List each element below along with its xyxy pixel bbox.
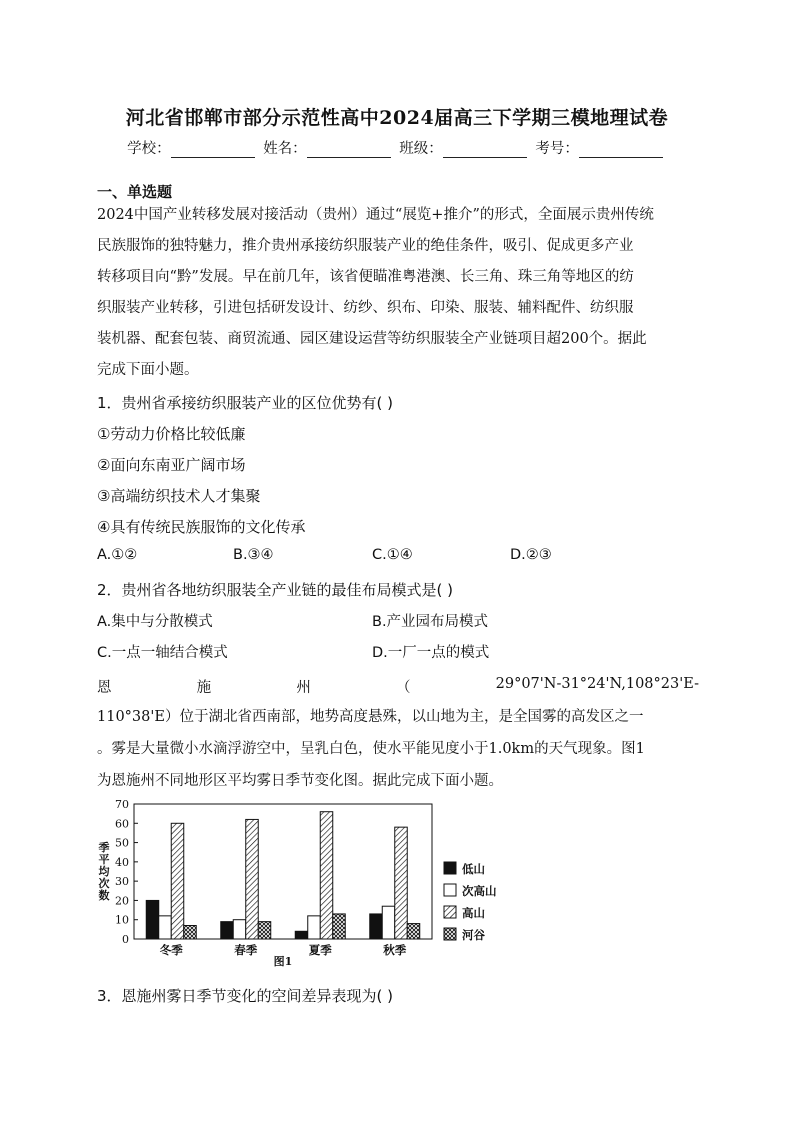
bar-低山 bbox=[221, 922, 234, 939]
chart-svg bbox=[96, 796, 516, 976]
y-tick-label: 60 bbox=[115, 817, 129, 831]
y-tick-label: 20 bbox=[115, 894, 129, 908]
bar-河谷 bbox=[184, 926, 197, 940]
q1-statement: ③高端纺织技术人才集聚 bbox=[97, 487, 261, 505]
question-2-stem: 2．贵州省各地纺织服装全产业链的最佳布局模式是( ) bbox=[97, 581, 454, 599]
bar-高山 bbox=[320, 812, 333, 939]
q1-option-b[interactable]: B.③④ bbox=[233, 547, 274, 563]
q1-option-d[interactable]: D.②③ bbox=[510, 547, 552, 563]
x-category-label: 夏季 bbox=[308, 943, 332, 957]
q2-option-b[interactable]: B.产业园布局模式 bbox=[372, 614, 489, 630]
x-category-label: 春季 bbox=[234, 943, 258, 957]
q2-option-d[interactable]: D.一厂一点的模式 bbox=[372, 645, 490, 661]
question-1-stem: 1．贵州省承接纺织服装产业的区位优势有( ) bbox=[97, 394, 394, 412]
class-label: 班级： bbox=[399, 141, 443, 157]
q2-option-c[interactable]: C.一点一轴结合模式 bbox=[97, 645, 228, 661]
exam-number-label: 考号： bbox=[535, 141, 579, 157]
bar-低山 bbox=[146, 900, 159, 939]
y-axis-label-char: 平 bbox=[98, 853, 110, 866]
bar-次高山 bbox=[233, 920, 246, 939]
legend-label: 高山 bbox=[462, 906, 485, 920]
bar-高山 bbox=[171, 823, 184, 939]
x-category-label: 秋季 bbox=[383, 943, 407, 957]
passage-line: 装机器、配套包装、商贸流通、园区建设运营等纺织服装全产业链项目超200个。据此 bbox=[97, 331, 647, 347]
q2-option-a[interactable]: A.集中与分散模式 bbox=[97, 614, 213, 630]
exam-number-blank[interactable] bbox=[579, 143, 663, 158]
y-axis-label-char: 数 bbox=[98, 889, 110, 902]
passage-word: 29°07'N-31°24'N,108°23'E- bbox=[495, 676, 699, 692]
exam-title: 河北省邯郸市部分示范性高中2024届高三下学期三模地理试卷 bbox=[125, 107, 669, 129]
passage-line: 2024中国产业转移发展对接活动（贵州）通过“展览+推介”的形式，全面展示贵州传统 bbox=[97, 207, 654, 223]
name-label: 姓名： bbox=[263, 141, 307, 157]
class-blank[interactable] bbox=[443, 143, 527, 158]
legend-label: 低山 bbox=[462, 862, 485, 876]
q1-statement: ①劳动力价格比较低廉 bbox=[97, 425, 246, 443]
q1-statement: ②面向东南亚广阔市场 bbox=[97, 456, 246, 474]
legend-swatch bbox=[444, 928, 456, 940]
y-tick-label: 0 bbox=[122, 933, 129, 946]
y-axis-label-char: 均 bbox=[98, 865, 110, 878]
passage-2-first-line bbox=[97, 676, 699, 697]
passage-word: 恩 bbox=[97, 680, 112, 696]
question-3-stem: 3．恩施州雾日季节变化的空间差异表现为( ) bbox=[97, 987, 394, 1005]
y-tick-label: 70 bbox=[115, 798, 129, 811]
passage-line: 为恩施州不同地形区平均雾日季节变化图。据此完成下面小题。 bbox=[97, 773, 503, 789]
bar-低山 bbox=[370, 914, 383, 939]
bar-高山 bbox=[246, 819, 259, 939]
x-category-label: 冬季 bbox=[159, 943, 183, 957]
bar-河谷 bbox=[333, 914, 346, 939]
section-title: 一、单选题 bbox=[97, 183, 173, 201]
passage-line: 民族服饰的独特魅力，推介贵州承接纺织服装产业的绝佳条件，吸引、促成更多产业 bbox=[97, 238, 634, 254]
y-axis-label-char: 季 bbox=[98, 841, 110, 854]
passage-line: 110°38'E）位于湖北省西南部，地势高度悬殊，以山地为主，是全国雾的高发区之一 bbox=[97, 709, 644, 725]
passage-line: 转移项目向“黔”发展。早在前几年，该省便瞄准粤港澳、长三角、珠三角等地区的纺 bbox=[97, 269, 634, 285]
y-tick-label: 40 bbox=[115, 855, 129, 869]
passage-line: 完成下面小题。 bbox=[97, 362, 199, 378]
student-info-line bbox=[0, 137, 794, 158]
q1-option-c[interactable]: C.①④ bbox=[372, 547, 413, 563]
legend-swatch bbox=[444, 906, 456, 918]
passage-line: 织服装产业转移，引进包括研发设计、纺纱、织布、印染、服装、辅料配件、纺织服 bbox=[97, 300, 634, 316]
passage-line: 。雾是大量微小水滴浮游空中，呈乳白色，使水平能见度小于1.0km的天气现象。图1 bbox=[97, 741, 645, 757]
legend-swatch bbox=[444, 862, 456, 874]
y-tick-label: 10 bbox=[115, 913, 129, 927]
fog-days-chart bbox=[96, 796, 516, 976]
passage-2 bbox=[97, 701, 699, 797]
name-blank[interactable] bbox=[307, 143, 391, 158]
bar-次高山 bbox=[308, 916, 321, 939]
passage-word: （ bbox=[395, 680, 411, 696]
legend-swatch bbox=[444, 884, 456, 896]
legend-label: 次高山 bbox=[462, 884, 497, 898]
chart-caption: 图1 bbox=[273, 955, 293, 968]
y-tick-label: 50 bbox=[115, 836, 129, 850]
bar-次高山 bbox=[159, 916, 172, 939]
legend-label: 河谷 bbox=[462, 928, 485, 942]
bar-河谷 bbox=[258, 922, 271, 939]
q1-statement: ④具有传统民族服饰的文化传承 bbox=[97, 518, 306, 536]
bar-高山 bbox=[395, 827, 408, 939]
y-tick-label: 30 bbox=[115, 875, 129, 889]
q1-option-a[interactable]: A.①② bbox=[97, 547, 138, 563]
y-axis-label-char: 次 bbox=[98, 877, 110, 890]
school-blank[interactable] bbox=[171, 143, 255, 158]
bar-河谷 bbox=[407, 924, 420, 939]
school-label: 学校： bbox=[127, 141, 171, 157]
passage-word: 施 bbox=[196, 680, 212, 696]
bar-低山 bbox=[295, 931, 308, 939]
bar-次高山 bbox=[382, 906, 395, 939]
passage-word: 州 bbox=[296, 680, 311, 696]
passage-1 bbox=[97, 200, 699, 386]
